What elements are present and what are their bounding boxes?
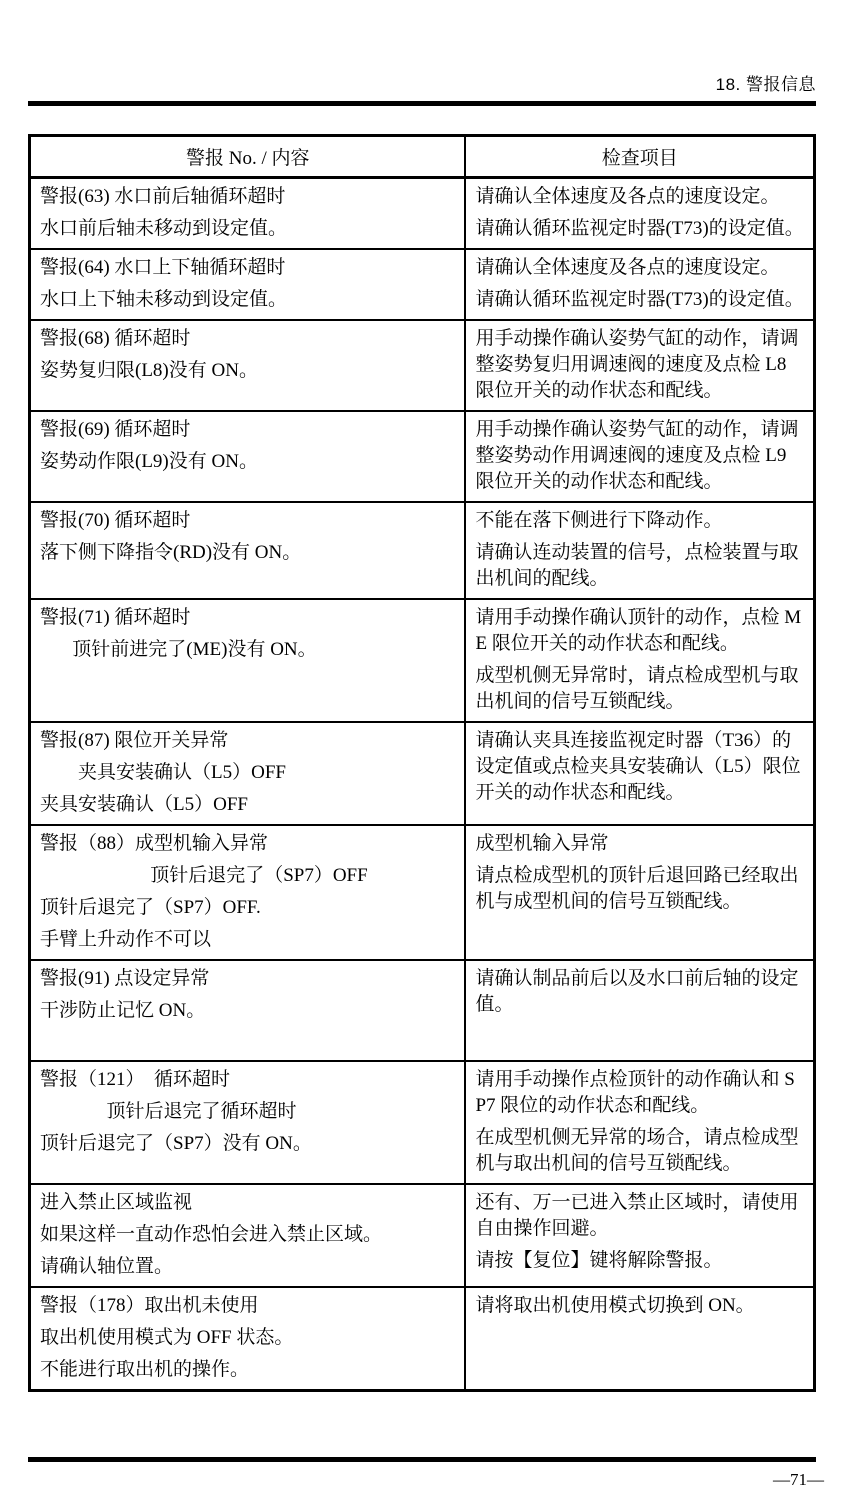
alarm-content-cell	[30, 1184, 466, 1287]
cell-line: 请将取出机使用模式切换到 ON。	[475, 1295, 755, 1316]
header-row	[30, 136, 815, 178]
cell-line: 请用手动操作确认顶针的动作，点检 ME 限位开关的动作状态和配线。	[475, 607, 802, 654]
cell-line: 成型机输入异常	[475, 833, 609, 854]
check-items-cell	[465, 502, 814, 599]
cell-line: 顶针后退完了（SP7）OFF.	[40, 897, 261, 918]
table-row	[30, 411, 815, 502]
alarm-content-cell	[30, 1287, 466, 1391]
alarm-content-cell	[30, 722, 466, 825]
table-row	[30, 960, 815, 1061]
cell-line: 请确认轴位置。	[40, 1256, 174, 1277]
table-row	[30, 599, 815, 722]
header-rule	[28, 101, 816, 106]
cell-line: 警报(71) 循环超时	[40, 607, 191, 628]
cell-line: 请确认循环监视定时器(T73)的设定值。	[475, 218, 804, 239]
check-items-cell	[465, 825, 814, 960]
check-items-cell	[465, 411, 814, 502]
column-header-alarm-no-content: 警报 No. / 内容	[30, 136, 466, 178]
cell-line: 请确认全体速度及各点的速度设定。	[475, 257, 780, 278]
cell-line: 姿势动作限(L9)没有 ON。	[40, 451, 258, 472]
cell-line: 请确认制品前后以及水口前后轴的设定值。	[475, 968, 799, 1015]
cell-line: 落下侧下降指令(RD)没有 ON。	[40, 542, 302, 563]
cell-line: 还有、万一已进入禁止区域时，请使用自由操作回避。	[475, 1192, 799, 1239]
cell-line: 请确认循环监视定时器(T73)的设定值。	[475, 289, 804, 310]
alarm-content-cell	[30, 1061, 466, 1184]
cell-line: 不能进行取出机的操作。	[40, 1359, 250, 1380]
cell-line: 警报(68) 循环超时	[40, 328, 191, 349]
table-row	[30, 1184, 815, 1287]
cell-line: 警报（178）取出机未使用	[40, 1295, 259, 1316]
cell-line: 警报(64) 水口上下轴循环超时	[40, 257, 286, 278]
alarm-content-cell	[30, 825, 466, 960]
cell-line: 手臂上升动作不可以	[40, 929, 212, 950]
cell-line: 警报(70) 循环超时	[40, 510, 191, 531]
cell-line: 警报(63) 水口前后轴循环超时	[40, 186, 286, 207]
cell-line: 顶针后退完了循环超时	[106, 1101, 297, 1122]
cell-line: 夹具安装确认（L5）OFF	[78, 762, 286, 783]
cell-line: 不能在落下侧进行下降动作。	[475, 510, 723, 531]
cell-line: 取出机使用模式为 OFF 状态。	[40, 1327, 294, 1348]
table-row	[30, 1287, 815, 1391]
check-items-cell	[465, 1061, 814, 1184]
cell-line: 请用手动操作点检顶针的动作确认和 SP7 限位的动作状态和配线。	[475, 1069, 795, 1116]
table-row	[30, 249, 815, 320]
cell-line: 水口前后轴未移动到设定值。	[40, 218, 288, 239]
cell-line: 姿势复归限(L8)没有 ON。	[40, 360, 258, 381]
column-header-check-items: 检查项目	[465, 136, 814, 178]
check-items-cell	[465, 249, 814, 320]
cell-line: 请点检成型机的顶针后退回路已经取出机与成型机间的信号互锁配线。	[475, 865, 799, 912]
check-items-cell	[465, 320, 814, 411]
check-items-cell	[465, 599, 814, 722]
cell-line: 成型机侧无异常时，请点检成型机与取出机间的信号互锁配线。	[475, 665, 799, 712]
alarm-content-cell	[30, 960, 466, 1061]
table-row	[30, 722, 815, 825]
alarm-content-cell	[30, 320, 466, 411]
cell-line: 警报(91) 点设定异常	[40, 968, 210, 989]
cell-line: 夹具安装确认（L5）OFF	[40, 794, 248, 815]
check-items-cell	[465, 722, 814, 825]
cell-line: 警报(87) 限位开关异常	[40, 730, 229, 751]
alarm-content-cell	[30, 411, 466, 502]
cell-line: 进入禁止区域监视	[40, 1192, 193, 1213]
alarm-table	[28, 134, 816, 1392]
check-items-cell	[465, 178, 814, 250]
cell-line: 请确认全体速度及各点的速度设定。	[475, 186, 780, 207]
check-items-cell	[465, 1287, 814, 1391]
cell-line: 顶针后退完了（SP7）OFF	[150, 865, 368, 886]
cell-line: 请确认夹具连接监视定时器（T36）的设定值或点检夹具安装确认（L5）限位开关的动作状态和配线。	[475, 730, 801, 803]
cell-line: 在成型机侧无异常的场合，请点检成型机与取出机间的信号互锁配线。	[475, 1127, 799, 1174]
table-row	[30, 320, 815, 411]
cell-line: 请按【复位】键将解除警报。	[475, 1250, 723, 1271]
cell-line: 用手动操作确认姿势气缸的动作，请调整姿势复归用调速阀的速度及点检 L8 限位开关的动作状态和配线。	[475, 328, 799, 401]
cell-line: 警报（121） 循环超时	[40, 1069, 231, 1090]
table-row	[30, 178, 815, 250]
cell-line: 顶针前进完了(ME)没有 ON。	[72, 639, 317, 660]
alarm-table-body	[30, 178, 815, 1391]
cell-line: 警报(69) 循环超时	[40, 419, 191, 440]
section-title: 18. 警报信息	[715, 75, 816, 94]
check-items-cell	[465, 960, 814, 1061]
cell-line: 警报（88）成型机输入异常	[40, 833, 269, 854]
table-row	[30, 502, 815, 599]
cell-line: 用手动操作确认姿势气缸的动作，请调整姿势动作用调速阀的速度及点检 L9 限位开关的动作状态和配线。	[475, 419, 799, 492]
alarm-content-cell	[30, 599, 466, 722]
alarm-content-cell	[30, 249, 466, 320]
cell-line: 干涉防止记忆 ON。	[40, 1000, 206, 1021]
alarm-table-header	[30, 136, 815, 178]
cell-line: 请确认连动装置的信号，点检装置与取出机间的配线。	[475, 542, 799, 589]
alarm-content-cell	[30, 178, 466, 250]
cell-line: 如果这样一直动作恐怕会进入禁止区域。	[40, 1224, 383, 1245]
table-row	[30, 825, 815, 960]
page-header	[28, 0, 816, 95]
cell-line: 水口上下轴未移动到设定值。	[40, 289, 288, 310]
check-items-cell	[465, 1184, 814, 1287]
table-row	[30, 1061, 815, 1184]
footer-rule	[28, 1457, 816, 1462]
cell-line: 顶针后退完了（SP7）没有 ON。	[40, 1133, 312, 1154]
alarm-content-cell	[30, 502, 466, 599]
page-number: —71—	[773, 1470, 824, 1489]
